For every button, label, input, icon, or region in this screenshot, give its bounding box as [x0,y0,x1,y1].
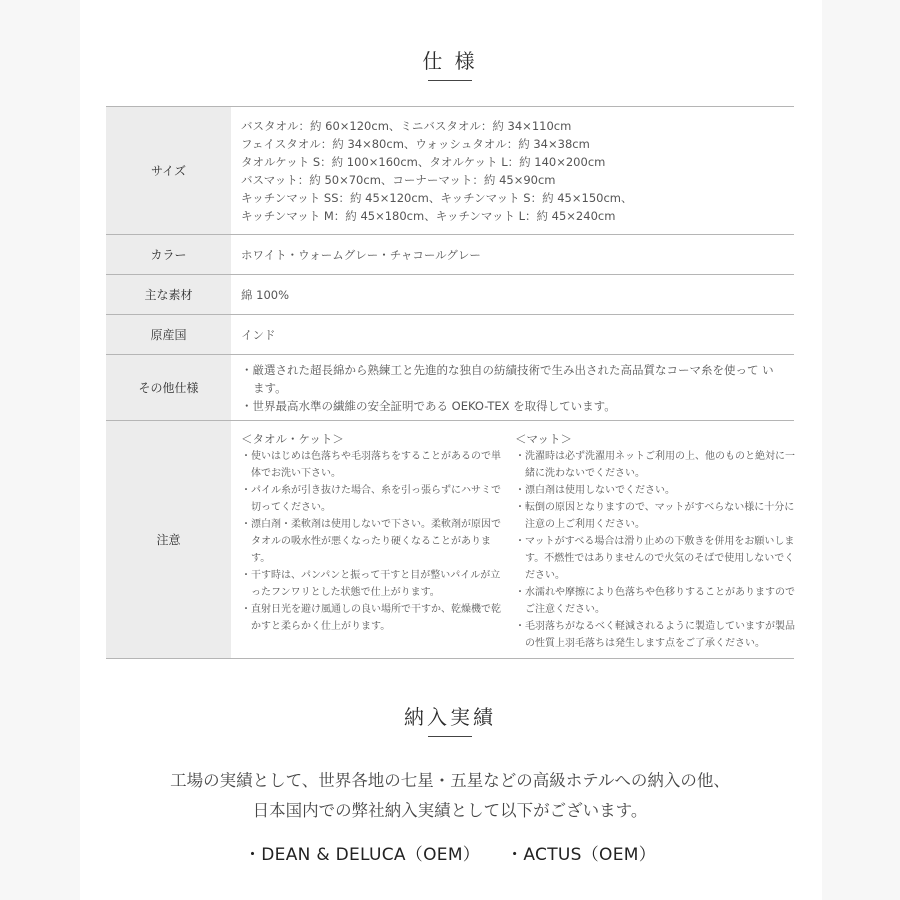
size-line: バスマット：約 50×70cm、コーナーマット：約 45×90cm [241,172,556,187]
caution-towel-item: ・干す時は、パンパンと振って干すと目が整いパイルが立ったフンワリとした状態で仕上がります。 [241,570,501,598]
client-list [0,840,900,865]
caution-towel-item: ・漂白剤・柔軟剤は使用しないで下さい。柔軟剤が原因でタオルの吸水性が悪くなったり硬くなることがあります。 [241,519,501,564]
size-line: フェイスタオル：約 34×80cm、ウォッシュタオル：約 34×38cm [241,136,590,151]
caution-mat-column [515,430,795,652]
size-line: タオルケット S：約 100×160cm、タオルケット L：約 140×200cm [241,154,606,169]
spec-value-size [231,107,794,234]
delivery-title-rule [428,736,472,737]
spec-row-other [106,355,794,421]
spec-value-other [231,355,794,420]
caution-mat-heading: ＜マット＞ [515,432,573,446]
caution-towel-column [241,430,509,652]
spec-value-caution [231,421,805,658]
caution-towel-heading: ＜タオル・ケット＞ [241,432,344,446]
spec-row-origin [106,315,794,355]
size-line: キッチンマット M：約 45×180cm、キッチンマット L：約 45×240cm [241,208,616,223]
material-value: 綿 100% [241,287,290,302]
spec-label-size: サイズ [106,107,231,234]
size-line: キッチンマット SS：約 45×120cm、キッチンマット S：約 45×150cm、 [241,190,633,205]
origin-value: インド [241,327,276,342]
spec-row-size [106,107,794,235]
spec-value-color [231,235,794,274]
caution-towel-item: ・直射日光を避け風通しの良い場所で干すか、乾燥機で乾かすと柔らかく仕上がります。 [241,604,501,632]
spec-row-color [106,235,794,275]
spec-label-material: 主な素材 [106,275,231,314]
client-actus: ・ACTUS（OEM） [506,845,657,865]
spec-value-origin [231,315,794,354]
delivery-intro-line-2: 日本国内での弊社納入実績として以下がございます。 [252,801,648,820]
spec-title-rule [428,80,472,81]
caution-towel-item: ・使いはじめは色落ちや毛羽落ちをすることがあるので単体でお洗い下さい。 [241,451,501,479]
caution-towel-item: ・パイル糸が引き抜けた場合、糸を引っ張らずにハサミで切ってください。 [241,485,501,513]
color-value: ホワイト・ウォームグレー・チャコールグレー [241,247,481,262]
caution-mat-item: ・転倒の原因となりますので、マットがすべらない様に十分に注意の上ご利用ください。 [515,502,795,530]
spec-label-color: カラー [106,235,231,274]
other-spec-bullet: ・厳選された超長綿から熟練工と先進的な独自の紡績技術で生み出された高品質なコーマ糸を使って います。 [241,362,774,395]
caution-mat-item: ・毛羽落ちがなるべく軽減されるように製造していますが製品の性質上羽毛落ちは発生します点をご了承ください。 [515,621,795,649]
spec-row-material [106,275,794,315]
spec-label-other: その他仕様 [106,355,231,420]
caution-mat-item: ・洗濯時は必ず洗濯用ネットご利用の上、他のものと絶対に一緒に洗わないでください。 [515,451,795,479]
other-spec-bullet: ・世界最高水準の繊維の安全証明である OEKO-TEX を取得しています。 [241,398,616,413]
spec-table [106,106,794,659]
spec-label-origin: 原産国 [106,315,231,354]
caution-mat-item: ・マットがすべる場合は滑り止めの下敷きを併用をお願いします。不燃性ではありませんので火気のそばで使用しないでください。 [515,536,795,581]
spec-title: 仕 様 [422,49,478,73]
caution-mat-item: ・水濡れや摩擦により色落ちや色移りすることがありますのでご注意ください。 [515,587,795,615]
spec-value-material [231,275,794,314]
spec-label-caution: 注意 [106,421,231,658]
spec-row-caution [106,421,794,659]
delivery-intro-line-1: 工場の実績として、世界各地の七星・五星などの高級ホテルへの納入の他、 [170,771,730,790]
size-line: バスタオル：約 60×120cm、ミニバスタオル：約 34×110cm [241,118,572,133]
client-dean-deluca: ・DEAN & DELUCA（OEM） [243,845,481,865]
caution-grid [241,430,795,652]
caution-mat-item: ・漂白剤は使用しないでください。 [515,485,675,496]
delivery-title: 納入実績 [404,705,496,729]
